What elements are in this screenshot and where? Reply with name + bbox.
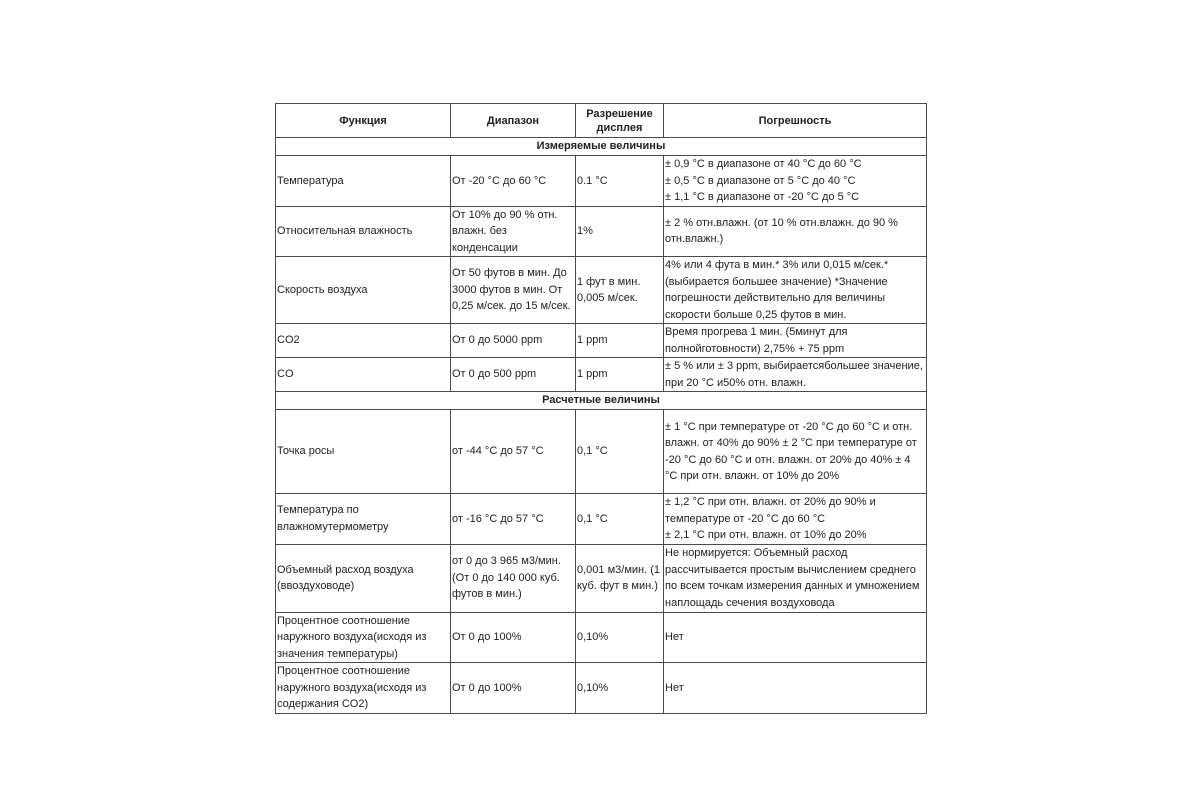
specifications-table — [275, 103, 927, 714]
cell-accuracy: Нет — [664, 663, 927, 714]
cell-resolution: 1 ppm — [576, 324, 664, 358]
cell-accuracy: Нет — [664, 612, 927, 663]
cell-function: CO2 — [276, 324, 451, 358]
table-row — [276, 612, 927, 663]
table-header-row — [276, 104, 927, 138]
section-row-measured — [276, 138, 927, 156]
cell-range: От 0 до 500 ppm — [451, 358, 576, 392]
cell-function: Скорость воздуха — [276, 257, 451, 324]
cell-accuracy: ± 5 % или ± 3 ppm, выбираетсябольшее значение, при 20 °C и50% отн. влажн. — [664, 358, 927, 392]
section-title-measured: Измеряемые величины — [276, 138, 927, 156]
table-row — [276, 156, 927, 207]
cell-range: От 0 до 100% — [451, 612, 576, 663]
cell-function: Температура — [276, 156, 451, 207]
table-row — [276, 257, 927, 324]
cell-resolution: 1% — [576, 206, 664, 257]
table-row — [276, 358, 927, 392]
cell-resolution: 0,10% — [576, 612, 664, 663]
header-resolution: Разрешение дисплея — [576, 104, 664, 138]
cell-function: Относительная влажность — [276, 206, 451, 257]
cell-range: От -20 °C до 60 °C — [451, 156, 576, 207]
cell-range: от -16 °C до 57 °C — [451, 494, 576, 545]
cell-accuracy: ± 1,2 °C при отн. влажн. от 20% до 90% и температуре от -20 °C до 60 °C ± 2,1 °C при отн. влажн. от 10% до 20% — [664, 494, 927, 545]
cell-resolution: 1 фут в мин. 0,005 м/сек. — [576, 257, 664, 324]
cell-function: Процентное соотношение наружного воздуха(исходя из значения температуры) — [276, 612, 451, 663]
cell-resolution: 0,1 °C — [576, 410, 664, 494]
table-row — [276, 663, 927, 714]
cell-resolution: 0,10% — [576, 663, 664, 714]
section-title-calculated: Расчетные величины — [276, 392, 927, 410]
cell-function: Точка росы — [276, 410, 451, 494]
cell-accuracy: Время прогрева 1 мин. (5минут для полнойготовности) 2,75% + 75 ppm — [664, 324, 927, 358]
cell-resolution: 1 ppm — [576, 358, 664, 392]
cell-accuracy: ± 1 °C при температуре от -20 °C до 60 °C и отн. влажн. от 40% до 90% ± 2 °C при температуре от -20 °C до 60 °C и отн. влажн. от 20% до 40% ± 4 °C при отн. влажн. от 10% до 20% — [664, 410, 927, 494]
cell-range: от -44 °C до 57 °C — [451, 410, 576, 494]
table-row — [276, 324, 927, 358]
cell-resolution: 0.1 °C — [576, 156, 664, 207]
header-accuracy: Погрешность — [664, 104, 927, 138]
cell-accuracy: Не нормируется: Объемный расход рассчитывается простым вычислением среднего по всем точкам измерения данных и умножением наплощадь сечения воздуховода — [664, 544, 927, 612]
table-row — [276, 494, 927, 545]
cell-resolution: 0,001 м3/мин. (1 куб. фут в мин.) — [576, 544, 664, 612]
cell-range: От 50 футов в мин. До 3000 футов в мин. От 0,25 м/сек. до 15 м/сек. — [451, 257, 576, 324]
table-row — [276, 410, 927, 494]
cell-resolution: 0,1 °C — [576, 494, 664, 545]
cell-accuracy: 4% или 4 фута в мин.* 3% или 0,015 м/сек.* (выбирается большее значение) *Значение погрешности действительно для величины скорости больше 0,25 футов в мин. — [664, 257, 927, 324]
cell-accuracy: ± 2 % отн.влажн. (от 10 % отн.влажн. до 90 % отн.влажн.) — [664, 206, 927, 257]
table-row — [276, 206, 927, 257]
header-function: Функция — [276, 104, 451, 138]
cell-function: Объемный расход воздуха (ввоздуховоде) — [276, 544, 451, 612]
cell-function: Температура по влажномутермометру — [276, 494, 451, 545]
cell-function: Процентное соотношение наружного воздуха(исходя из содержания CO2) — [276, 663, 451, 714]
cell-function: CO — [276, 358, 451, 392]
table-row — [276, 544, 927, 612]
cell-range: от 0 до 3 965 м3/мин. (От 0 до 140 000 куб. футов в мин.) — [451, 544, 576, 612]
section-row-calculated — [276, 392, 927, 410]
cell-range: От 0 до 5000 ppm — [451, 324, 576, 358]
cell-range: От 0 до 100% — [451, 663, 576, 714]
cell-range: От 10% до 90 % отн. влажн. без конденсации — [451, 206, 576, 257]
cell-accuracy: ± 0,9 °C в диапазоне от 40 °C до 60 °C ± 0,5 °C в диапазоне от 5 °C до 40 °C ± 1,1 °C в диапазоне от -20 °C до 5 °C — [664, 156, 927, 207]
header-range: Диапазон — [451, 104, 576, 138]
